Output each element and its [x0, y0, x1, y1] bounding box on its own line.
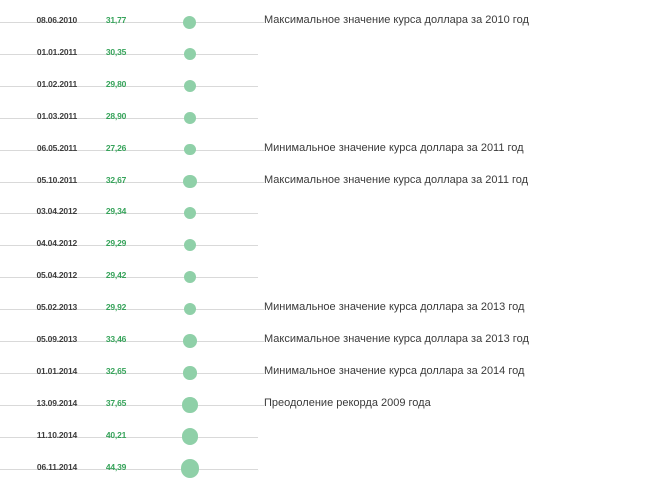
rate-dot	[184, 80, 196, 92]
date-label: 01.01.2014	[36, 365, 77, 376]
rate-value: 33,46	[105, 334, 127, 344]
event-note: Максимальное значение курса доллара за 2013 год	[264, 333, 529, 345]
rate-dot	[182, 397, 197, 412]
date-label: 08.06.2010	[36, 15, 77, 25]
date-label: 05.02.2013	[36, 302, 77, 313]
date-label: 05.04.2012	[36, 270, 77, 281]
date-label: 05.09.2013	[36, 334, 77, 344]
date-label: 04.04.2012	[36, 238, 77, 249]
rate-value: 27,26	[105, 142, 127, 153]
date-label: 05.10.2011	[36, 174, 77, 185]
date-label: 03.04.2012	[36, 206, 77, 217]
rate-value: 32,65	[105, 365, 127, 376]
date-label: 11.10.2014	[36, 429, 77, 440]
date-label: 06.11.2014	[36, 461, 77, 472]
rate-value: 29,29	[105, 238, 127, 249]
rate-dot	[183, 16, 196, 29]
date-label: 13.09.2014	[36, 397, 77, 408]
event-note: Преодоление рекорда 2009 года	[264, 396, 431, 409]
rate-value: 28,90	[105, 110, 127, 121]
rate-value: 29,42	[105, 270, 127, 281]
rate-dot	[184, 239, 196, 251]
event-note: Максимальное значение курса доллара за 2011 год	[264, 173, 529, 186]
rate-value: 29,80	[105, 78, 127, 89]
date-label: 01.02.2011	[36, 78, 77, 89]
rate-dot	[184, 303, 196, 315]
rate-dot	[181, 459, 199, 477]
event-note: Минимальное значение курса доллара за 2014 год	[264, 364, 525, 377]
rate-value: 30,35	[105, 46, 127, 57]
timeline-row	[0, 461, 650, 501]
rate-dot	[184, 112, 196, 124]
rate-value: 32,67	[105, 174, 127, 185]
rate-dot	[184, 207, 196, 219]
rate-dot	[184, 144, 195, 155]
rate-value: 37,65	[105, 397, 127, 408]
rate-value: 29,34	[105, 206, 127, 217]
rate-dot	[182, 428, 199, 445]
rate-value: 29,92	[105, 302, 127, 313]
date-label: 01.01.2011	[36, 46, 77, 57]
event-note: Минимальное значение курса доллара за 2011 год	[264, 141, 524, 154]
rate-dot	[184, 48, 196, 60]
rate-dot	[184, 271, 196, 283]
date-label: 06.05.2011	[36, 142, 77, 153]
event-note: Минимальное значение курса доллара за 2013 год	[264, 301, 525, 314]
rate-value: 44,39	[105, 461, 127, 472]
rate-dot	[183, 366, 196, 379]
date-label: 01.03.2011	[36, 110, 77, 121]
rate-value: 40,21	[105, 429, 127, 440]
rate-dot	[183, 334, 197, 348]
event-note: Максимальное значение курса доллара за 2010 год	[264, 14, 529, 26]
rate-value: 31,77	[105, 15, 127, 25]
rate-dot	[183, 175, 196, 188]
